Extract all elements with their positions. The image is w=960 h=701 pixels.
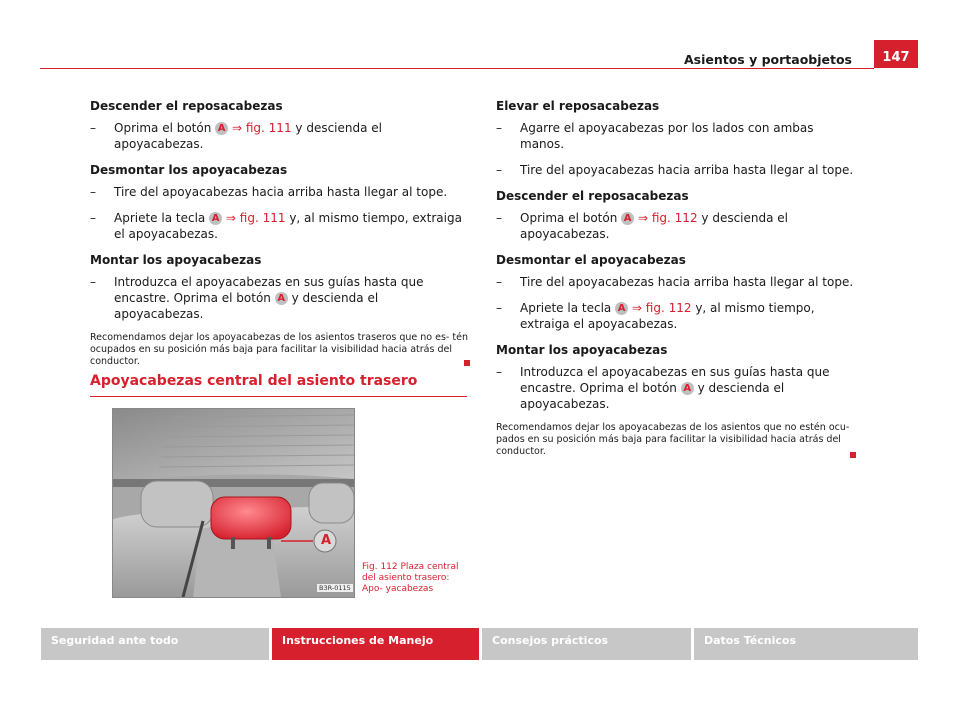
step-text: y descienda el apoyacabezas. (520, 381, 785, 411)
heading-descend: Descender el reposacabezas (496, 189, 689, 203)
page-header (40, 40, 918, 68)
step-item (496, 274, 856, 290)
note-paragraph (496, 422, 856, 458)
heading-remove: Desmontar los apoyacabezas (90, 163, 288, 177)
step-item (496, 120, 856, 152)
dash: – (90, 185, 96, 199)
badge-a: A (615, 302, 628, 315)
dash: – (90, 211, 96, 225)
badge-a: A (209, 212, 222, 225)
dash: – (496, 301, 502, 315)
fig-link[interactable]: ⇒ fig. 111 (232, 121, 292, 135)
heading-raise: Elevar el reposacabezas (496, 99, 660, 113)
fig-link[interactable]: ⇒ fig. 112 (631, 301, 692, 315)
heading-descend: Descender el reposacabezas (90, 99, 283, 113)
heading-mount: Montar los apoyacabezas (496, 343, 668, 357)
step-item (90, 210, 470, 242)
tab-seguridad[interactable]: Seguridad ante todo (41, 628, 269, 660)
tab-instrucciones[interactable]: Instrucciones de Manejo (272, 628, 479, 660)
dash: – (496, 275, 502, 289)
step-text: Introduzca el apoyacabezas en sus guías hasta que encastre. Oprima el botón (520, 365, 830, 395)
badge-a: A (275, 292, 288, 305)
tab-consejos[interactable]: Consejos prácticos (482, 628, 691, 660)
fig-link[interactable]: ⇒ fig. 112 (638, 211, 698, 225)
heading-mount: Montar los apoyacabezas (90, 253, 262, 267)
dash: – (90, 275, 96, 289)
step-text: y, al mismo tiempo, extraiga el apoyacabezas. (520, 301, 815, 331)
step-item (496, 162, 856, 178)
left-column (90, 98, 470, 368)
step-text: Tire del apoyacabezas hacia arriba hasta llegar al tope. (520, 163, 854, 177)
headrest-illustration (113, 409, 354, 597)
step-text: y descienda el apoyacabezas. (114, 291, 379, 321)
figure-caption: Fig. 112 Plaza central del asiento trasero: Apo- yacabezas (362, 562, 459, 594)
step-text: Tire del apoyacabezas hacia arriba hasta llegar al tope. (520, 275, 854, 289)
dash: – (496, 365, 502, 379)
figure-code: B3R-0115 (319, 584, 351, 592)
badge-a: A (215, 122, 228, 135)
heading-remove: Desmontar el apoyacabezas (496, 253, 686, 267)
right-column (496, 98, 856, 458)
page-number: 147 (874, 40, 918, 68)
note-text: Recomendamos dejar los apoyacabezas de los asientos traseros que no es- tén ocupados en su posición más baja para facilitar la visibilidad hacia atrás del conductor. (90, 332, 468, 367)
fig-link[interactable]: ⇒ fig. 111 (225, 211, 286, 225)
step-item (496, 210, 856, 242)
figure-headrest-image (112, 408, 355, 598)
step-item (496, 300, 856, 332)
step-item (90, 184, 470, 200)
step-item (90, 120, 470, 152)
dash: – (496, 163, 502, 177)
step-text: Oprima el botón (520, 211, 618, 225)
header-title: Asientos y portaobjetos (683, 52, 852, 67)
callout-label: A (320, 533, 332, 548)
step-text: Apriete la tecla (114, 211, 206, 225)
step-item (90, 274, 470, 322)
dash: – (90, 121, 96, 135)
end-marker-icon (850, 452, 856, 458)
step-text: y descienda el apoyacabezas. (520, 211, 788, 241)
step-text: y, al mismo tiempo, extraiga el apoyacabezas. (114, 211, 462, 241)
step-text: Agarre el apoyacabezas por los lados con ambas manos. (520, 121, 814, 151)
header-rule (40, 68, 874, 69)
badge-a: A (681, 382, 694, 395)
note-paragraph (90, 332, 470, 368)
note-text: Recomendamos dejar los apoyacabezas de los asientos que no estén ocu- pados en su posición más baja para facilitar la visibilidad hacia atrás del conductor. (496, 422, 850, 457)
step-text: Oprima el botón (114, 121, 212, 135)
end-marker-icon (464, 360, 470, 366)
section-title: Apoyacabezas central del asiento trasero (90, 373, 418, 389)
footer-nav (41, 628, 918, 660)
dash: – (496, 121, 502, 135)
section-rule (90, 396, 467, 397)
step-text: Tire del apoyacabezas hacia arriba hasta llegar al tope. (114, 185, 448, 199)
step-text: Apriete la tecla (520, 301, 612, 315)
step-text: Introduzca el apoyacabezas en sus guías hasta que encastre. Oprima el botón (114, 275, 424, 305)
badge-a: A (621, 212, 634, 225)
dash: – (496, 211, 502, 225)
step-text: y descienda el apoyacabezas. (114, 121, 382, 151)
tab-datos[interactable]: Datos Técnicos (694, 628, 918, 660)
step-item (496, 364, 856, 412)
